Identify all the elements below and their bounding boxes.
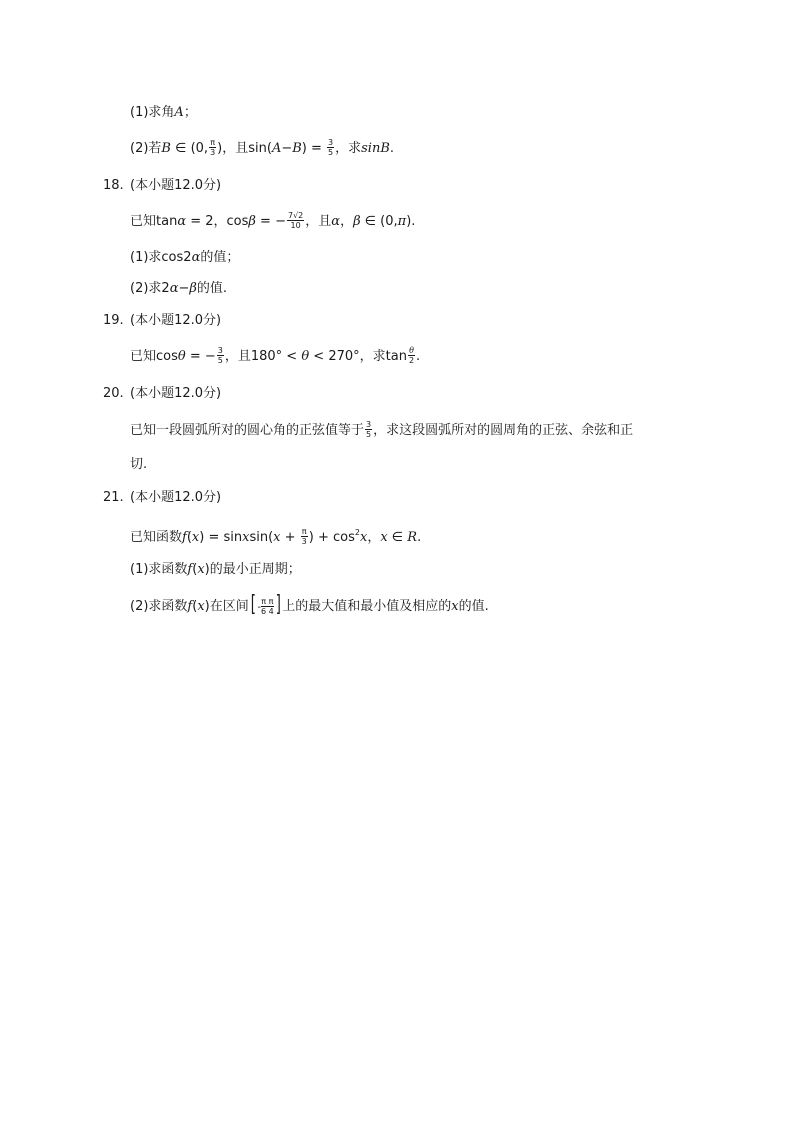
q21-p2-c: 上的最大值和最小值及相应的: [282, 599, 452, 614]
q19-three-fifths: [217, 346, 224, 365]
q18-p2-b: −: [178, 281, 190, 296]
q21-part2: (2)求函数f(x)在区间[ - $\frac{\text{π π}}{6 4}$ ] 上的最大值和最小值及相应的x的值.: [130, 591, 489, 617]
q18-l1-a: 已知tan: [130, 214, 178, 229]
q21-l1-d: +: [280, 530, 300, 545]
frac-den: 2: [408, 356, 415, 365]
frac-num: 7√2: [287, 211, 304, 220]
q20-number: 20.: [103, 386, 124, 401]
frac-den: 5: [217, 356, 223, 365]
frac-num: 3: [366, 420, 372, 429]
q21-header-text: (本小题12.0分): [130, 490, 222, 505]
q20-l1-a: 已知一段圆弧所对的圆心角的正弦值等于: [130, 423, 365, 438]
q21-l1-b: = sin: [204, 530, 243, 545]
q18-part2: [130, 280, 227, 298]
q21-x-3: x: [273, 530, 281, 545]
q18-p2-a: (2)求2: [130, 281, 170, 296]
q21-f: f: [182, 530, 187, 545]
q21-p2-x: x: [197, 599, 205, 614]
q18-cos-frac: [287, 211, 304, 230]
q19-header: [103, 312, 221, 330]
q21-l1-f: ，: [367, 530, 381, 545]
q18-beta: β: [248, 214, 256, 229]
q18-l1-f: ∈ (0,: [360, 214, 398, 229]
q18-l1-e: ，: [340, 214, 354, 229]
q17-part1-var: A: [174, 105, 184, 120]
q21-pi-over-3: [301, 527, 308, 546]
q21-p1-a: (1)求函数: [130, 562, 188, 577]
q18-p1-alpha: α: [191, 250, 201, 265]
q18-number: 18.: [103, 178, 124, 193]
q17-part2-k: .: [389, 141, 395, 156]
interval-left-bracket: [: [250, 591, 256, 617]
q19-l1-e: .: [416, 349, 421, 364]
frac-num: θ: [409, 346, 414, 355]
q17-part1-end: ；: [183, 105, 197, 120]
q21-number: 21.: [103, 490, 124, 505]
q21-l1-e: ) + cos: [308, 530, 355, 545]
q17-part1: [130, 104, 197, 122]
q18-l1-g: ).: [406, 214, 416, 229]
q19-theta-2: θ: [301, 349, 310, 364]
frac-num: π: [210, 138, 216, 147]
q17-pi-over-3: [209, 138, 216, 157]
frac-num: 3: [217, 346, 223, 355]
q17-three-fifths: [327, 138, 334, 157]
frac-den: 3: [301, 537, 307, 546]
q21-x-5: x: [380, 530, 388, 545]
frac-den: 5: [328, 148, 334, 157]
q21-p2-a: (2)求函数: [130, 599, 188, 614]
q17-part2-j: sinB: [361, 141, 390, 156]
interval-right-bracket: ]: [275, 591, 281, 617]
q19-number: 19.: [103, 313, 124, 328]
q21-l1-g: ∈: [387, 530, 408, 545]
q18-beta-2: β: [353, 214, 361, 229]
frac-den: 10: [290, 221, 301, 230]
q20-l2: 切.: [130, 457, 148, 472]
q19-l1-a: 已知cos: [130, 349, 178, 364]
q18-alpha: α: [177, 214, 187, 229]
q21-l1-h: .: [417, 530, 422, 545]
q18-header: [103, 177, 221, 195]
q21-p1-f: f: [187, 562, 193, 577]
frac-den: 3: [210, 148, 216, 157]
q20-header: [103, 385, 221, 403]
q17-part2-i: ，求: [335, 141, 362, 156]
q21-part1: (1)求函数f(x)的最小正周期；: [130, 562, 301, 577]
q18-alpha-2: α: [331, 214, 341, 229]
q18-l1-d: ，且: [305, 214, 332, 229]
q20-header-text: (本小题12.0分): [130, 386, 222, 401]
interval-sign: -: [257, 602, 261, 613]
q20-line2: [130, 456, 147, 474]
q19-half-theta: [408, 346, 415, 365]
q19-l1-b: = −: [185, 349, 216, 364]
q17-part2-d: )，且sin(: [217, 141, 272, 156]
q17-part2-c: ∈ (0,: [170, 141, 209, 156]
q21-R: R: [407, 530, 418, 545]
q17-part2-a: (2)若: [130, 141, 162, 156]
q18-p2-alpha: α: [169, 281, 179, 296]
q21-p2-d: 的值.: [458, 599, 489, 614]
q20-line1: [130, 421, 633, 440]
q18-pi: π: [397, 214, 407, 229]
q21-p1-x: x: [197, 562, 205, 577]
q18-l1-c: = −: [255, 214, 286, 229]
q21-l1-a: 已知函数: [130, 530, 183, 545]
q21-l1-c: sin(: [249, 530, 274, 545]
q21-p2-f: f: [187, 599, 193, 614]
q20-l1-b: ，求这段圆弧所对的圆周角的正弦、余弦和正: [373, 423, 634, 438]
q21-p2-b: 在区间: [209, 599, 249, 614]
q17-part2-b: B: [161, 141, 171, 156]
interval-bottom: 6 4: [260, 607, 274, 616]
q20-three-fifths: [365, 420, 372, 439]
q18-part1: [130, 249, 239, 267]
frac-den: 5: [366, 430, 372, 439]
q21-given: 已知函数f(x) = sinxsin(x + $\frac{\pi}{3}$ ) + $\cos^2x$，x ∈ R.: [130, 527, 422, 546]
interval-bounds: [261, 597, 274, 616]
interval-top: π π: [261, 597, 274, 606]
frac-num: 3: [328, 138, 334, 147]
q19-l1-d: < 270°，求tan: [309, 349, 407, 364]
q18-l1-b: = 2，cos: [186, 214, 249, 229]
q21-p1-b: 的最小正周期；: [209, 562, 301, 577]
q21-header: [103, 489, 221, 507]
q21-p2-x-2: x: [451, 599, 459, 614]
q19-theta: θ: [177, 349, 186, 364]
q18-p2-beta: β: [189, 281, 197, 296]
q18-header-text: (本小题12.0分): [130, 178, 222, 193]
q19-l1-c: ，且180° <: [224, 349, 302, 364]
q21-x-2: x: [242, 530, 250, 545]
q17-part2-f: −: [281, 141, 293, 156]
q17-part2: [130, 139, 394, 158]
q21-square: 2: [354, 528, 360, 537]
q19-given: [130, 347, 420, 366]
q21-x: x: [191, 530, 200, 545]
q21-x-4: x: [359, 530, 368, 545]
q18-given: [130, 212, 415, 231]
q17-part2-g: B: [292, 141, 302, 156]
q18-p1-a: (1)求cos2: [130, 250, 192, 265]
q17-part1-text: (1)求角: [130, 105, 175, 120]
frac-num: π: [301, 527, 307, 536]
q17-part2-h: ) =: [301, 141, 327, 156]
q18-p1-b: 的值；: [200, 250, 240, 265]
q18-p2-c: 的值.: [196, 281, 228, 296]
q17-part2-e: A: [271, 141, 282, 156]
q19-header-text: (本小题12.0分): [130, 313, 222, 328]
